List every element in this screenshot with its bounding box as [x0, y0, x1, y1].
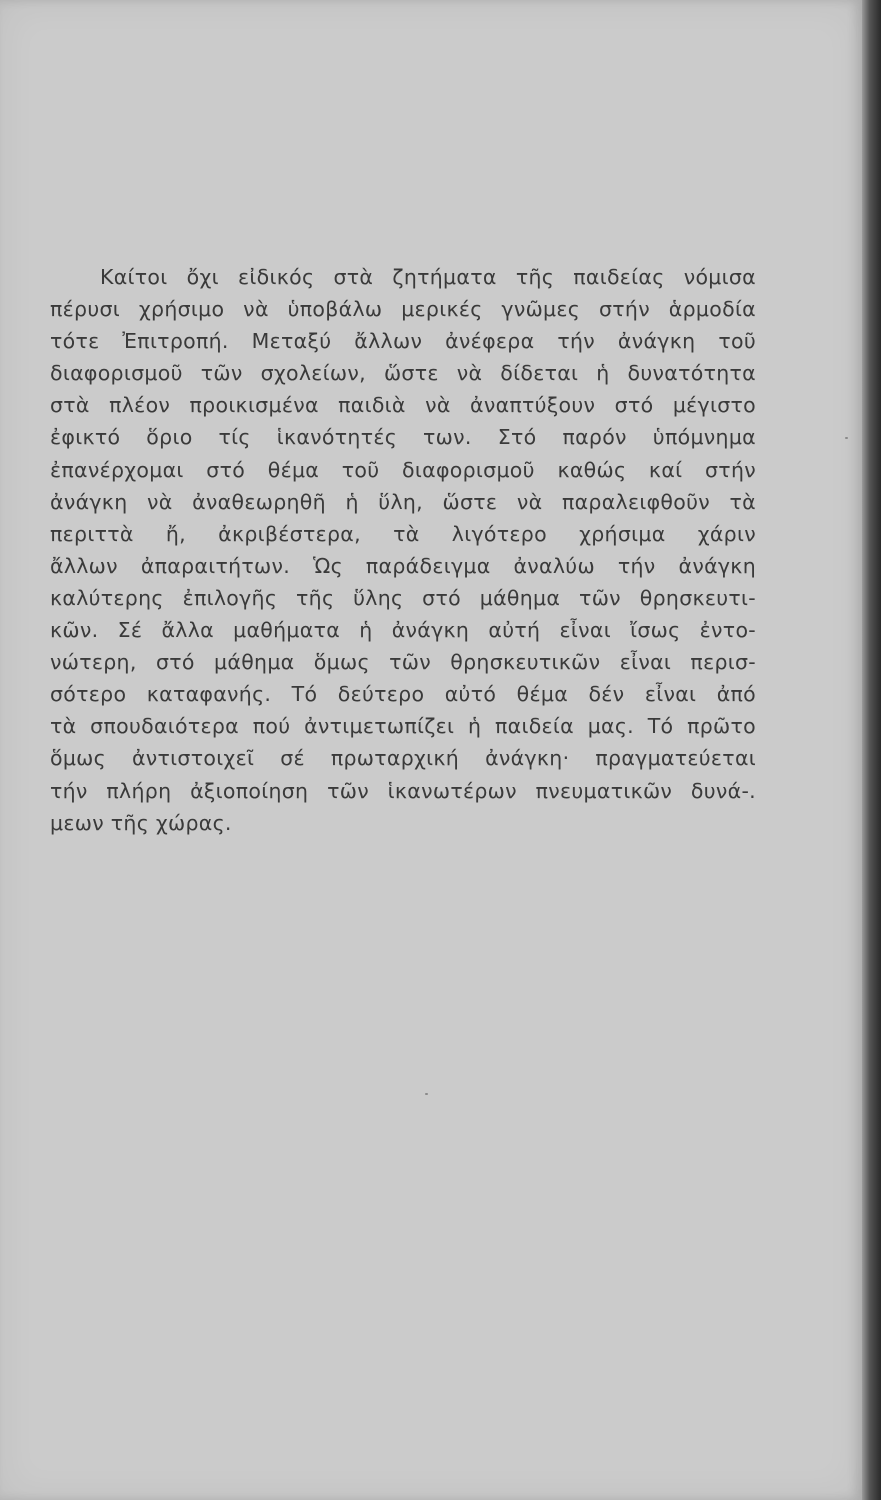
paragraph-line: μεων τῆς χώρας. [50, 810, 232, 835]
paragraph-line: ἐφικτό ὅριο τίς ἱκανότητές των. Στό παρόν ὑπόμνημα [50, 425, 756, 450]
paragraph-line: νώτερη, στό μάθημα ὅμως τῶν θρησκευτικῶν εἶναι περισ- [50, 650, 756, 675]
paper-speck [425, 1093, 428, 1095]
paragraph-line: τήν πλήρη ἀξιοποίηση τῶν ἱκανωτέρων πνευματικῶν δυνά-. [50, 778, 756, 803]
paragraph-line: κῶν. Σέ ἄλλα μαθήματα ἡ ἀνάγκη αὐτή εἶναι ἴσως ἐντο- [50, 618, 756, 643]
paragraph-line: τότε Ἐπιτροπή. Μεταξύ ἄλλων ἀνέφερα τήν ἀνάγκη τοῦ [50, 329, 756, 354]
paragraph-line: Καίτοι ὄχι εἰδικός στὰ ζητήματα τῆς παιδείας νόμισα [100, 265, 756, 289]
paragraph-line: ἐπανέρχομαι στό θέμα τοῦ διαφορισμοῦ καθώς καί στήν [50, 457, 756, 482]
page-edge-shadow [862, 0, 881, 1500]
paragraph-line: ἀνάγκη νὰ ἀναθεωρηθῆ ἡ ὕλη, ὥστε νὰ παραλειφθοῦν τὰ [50, 489, 756, 514]
body-paragraph [50, 261, 756, 839]
paragraph-line: καλύτερης ἐπιλογῆς τῆς ὕλης στό μάθημα τῶν θρησκευτι- [50, 585, 756, 610]
paragraph-line: στὰ πλέον προικισμένα παιδιὰ νὰ ἀναπτύξουν στό μέγιστο [50, 393, 756, 418]
paragraph-line: διαφορισμοῦ τῶν σχολείων, ὥστε νὰ δίδεται ἡ δυνατότητα [50, 361, 756, 386]
paragraph-line: σότερο καταφανής. Τό δεύτερο αὐτό θέμα δέν εἶναι ἀπό [50, 682, 756, 707]
paper-speck [845, 437, 848, 439]
paragraph-line: περιττὰ ἤ, ἀκριβέστερα, τὰ λιγότερο χρήσιμα χάριν [50, 521, 756, 546]
paragraph-line: πέρυσι χρήσιμο νὰ ὑποβάλω μερικές γνῶμες στήν ἁρμοδία [50, 297, 756, 322]
paragraph-line: ὅμως ἀντιστοιχεῖ σέ πρωταρχική ἀνάγκη· πραγματεύεται [50, 746, 756, 771]
paragraph-line: ἄλλων ἀπαραιτήτων. Ὡς παράδειγμα ἀναλύω τήν ἀνάγκη [50, 553, 756, 578]
paragraph-line: τὰ σπουδαιότερα πού ἀντιμετωπίζει ἡ παιδεία μας. Τό πρῶτο [50, 714, 756, 739]
